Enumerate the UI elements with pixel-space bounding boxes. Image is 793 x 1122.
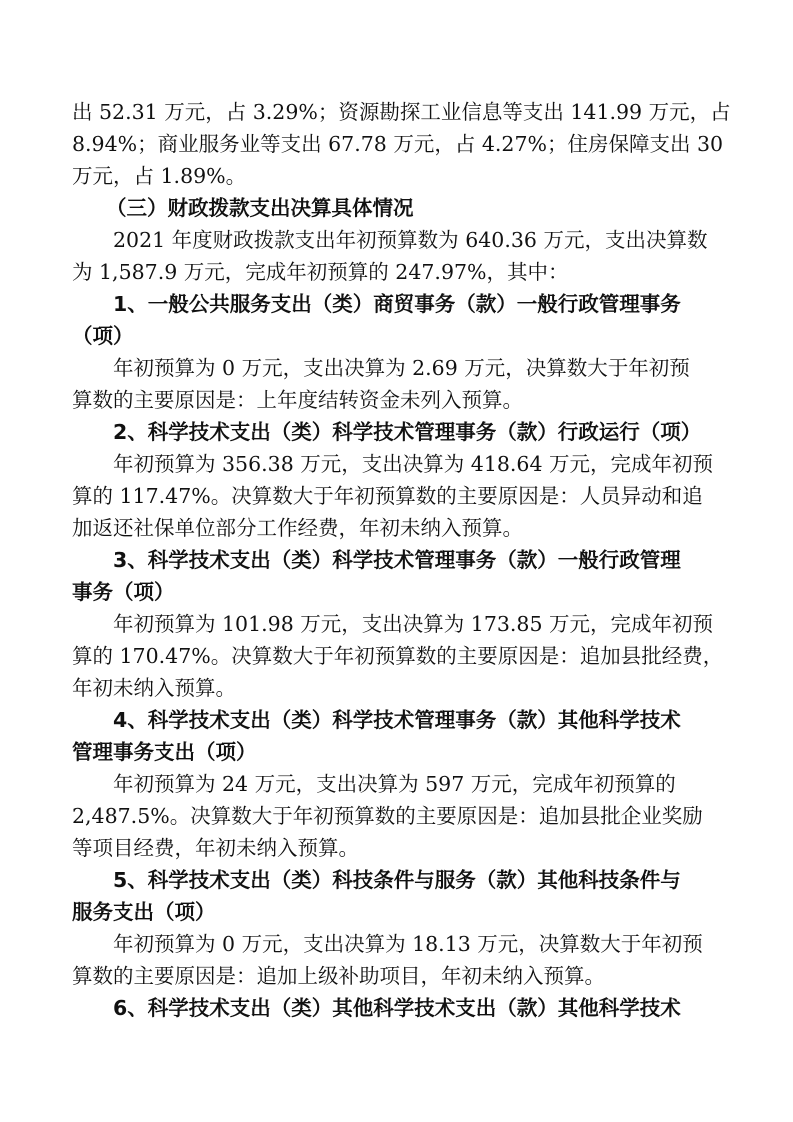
paragraph-line: 年初预算为 0 万元，支出决算为 2.69 万元，决算数大于年初预 <box>113 356 690 380</box>
paragraph-line: 加返还社保单位部分工作经费，年初未纳入预算。 <box>72 516 523 540</box>
paragraph-line: 算数的主要原因是：追加上级补助项目，年初未纳入预算。 <box>72 964 605 988</box>
section-heading: （三）财政拨款支出决算具体情况 <box>106 196 414 220</box>
paragraph-line: 年初预算为 356.38 万元，支出决算为 418.64 万元，完成年初预 <box>113 452 714 476</box>
paragraph-line: 年初预算为 24 万元，支出决算为 597 万元，完成年初预算的 <box>113 772 676 796</box>
paragraph-line: 万元，占 1.89%。 <box>72 164 247 188</box>
paragraph-line: 年初预算为 101.98 万元，支出决算为 173.85 万元，完成年初预 <box>113 612 714 636</box>
item-heading: 4、科学技术支出（类）科学技术管理事务（款）其他科学技术 <box>113 708 681 732</box>
paragraph-line: 8.94%；商业服务业等支出 67.78 万元，占 4.27%；住房保障支出 30 <box>72 132 724 156</box>
item-heading: 2、科学技术支出（类）科学技术管理事务（款）行政运行（项） <box>113 420 702 444</box>
item-heading: 管理事务支出（项） <box>72 740 257 764</box>
document-body <box>72 96 731 1024</box>
paragraph-line: 为 1,587.9 万元，完成年初预算的 247.97%，其中： <box>72 260 569 284</box>
item-heading: 服务支出（项） <box>72 900 216 924</box>
item-heading: 1、一般公共服务支出（类）商贸事务（款）一般行政管理事务 <box>113 292 681 316</box>
paragraph-line: 年初预算为 0 万元，支出决算为 18.13 万元，决算数大于年初预 <box>113 932 703 956</box>
paragraph-line: 年初未纳入预算。 <box>72 676 236 700</box>
paragraph-line: 算数的主要原因是：上年度结转资金未列入预算。 <box>72 388 523 412</box>
paragraph-line: 2,487.5%。决算数大于年初预算数的主要原因是：追加县批企业奖励 <box>72 804 703 828</box>
paragraph-line: 出 52.31 万元，占 3.29%；资源勘探工业信息等支出 141.99 万元，占 <box>72 100 731 124</box>
item-heading: 5、科学技术支出（类）科技条件与服务（款）其他科技条件与 <box>113 868 681 892</box>
item-heading: 事务（项） <box>72 580 175 604</box>
item-heading: 6、科学技术支出（类）其他科学技术支出（款）其他科学技术 <box>113 996 681 1020</box>
paragraph-line: 2021 年度财政拨款支出年初预算数为 640.36 万元，支出决算数 <box>113 228 708 252</box>
paragraph-line: 算的 170.47%。决算数大于年初预算数的主要原因是：追加县批经费， <box>72 644 724 668</box>
paragraph-line: 等项目经费，年初未纳入预算。 <box>72 836 359 860</box>
item-heading: （项） <box>72 324 134 348</box>
item-heading: 3、科学技术支出（类）科学技术管理事务（款）一般行政管理 <box>113 548 681 572</box>
paragraph-line: 算的 117.47%。决算数大于年初预算数的主要原因是：人员异动和追 <box>72 484 703 508</box>
